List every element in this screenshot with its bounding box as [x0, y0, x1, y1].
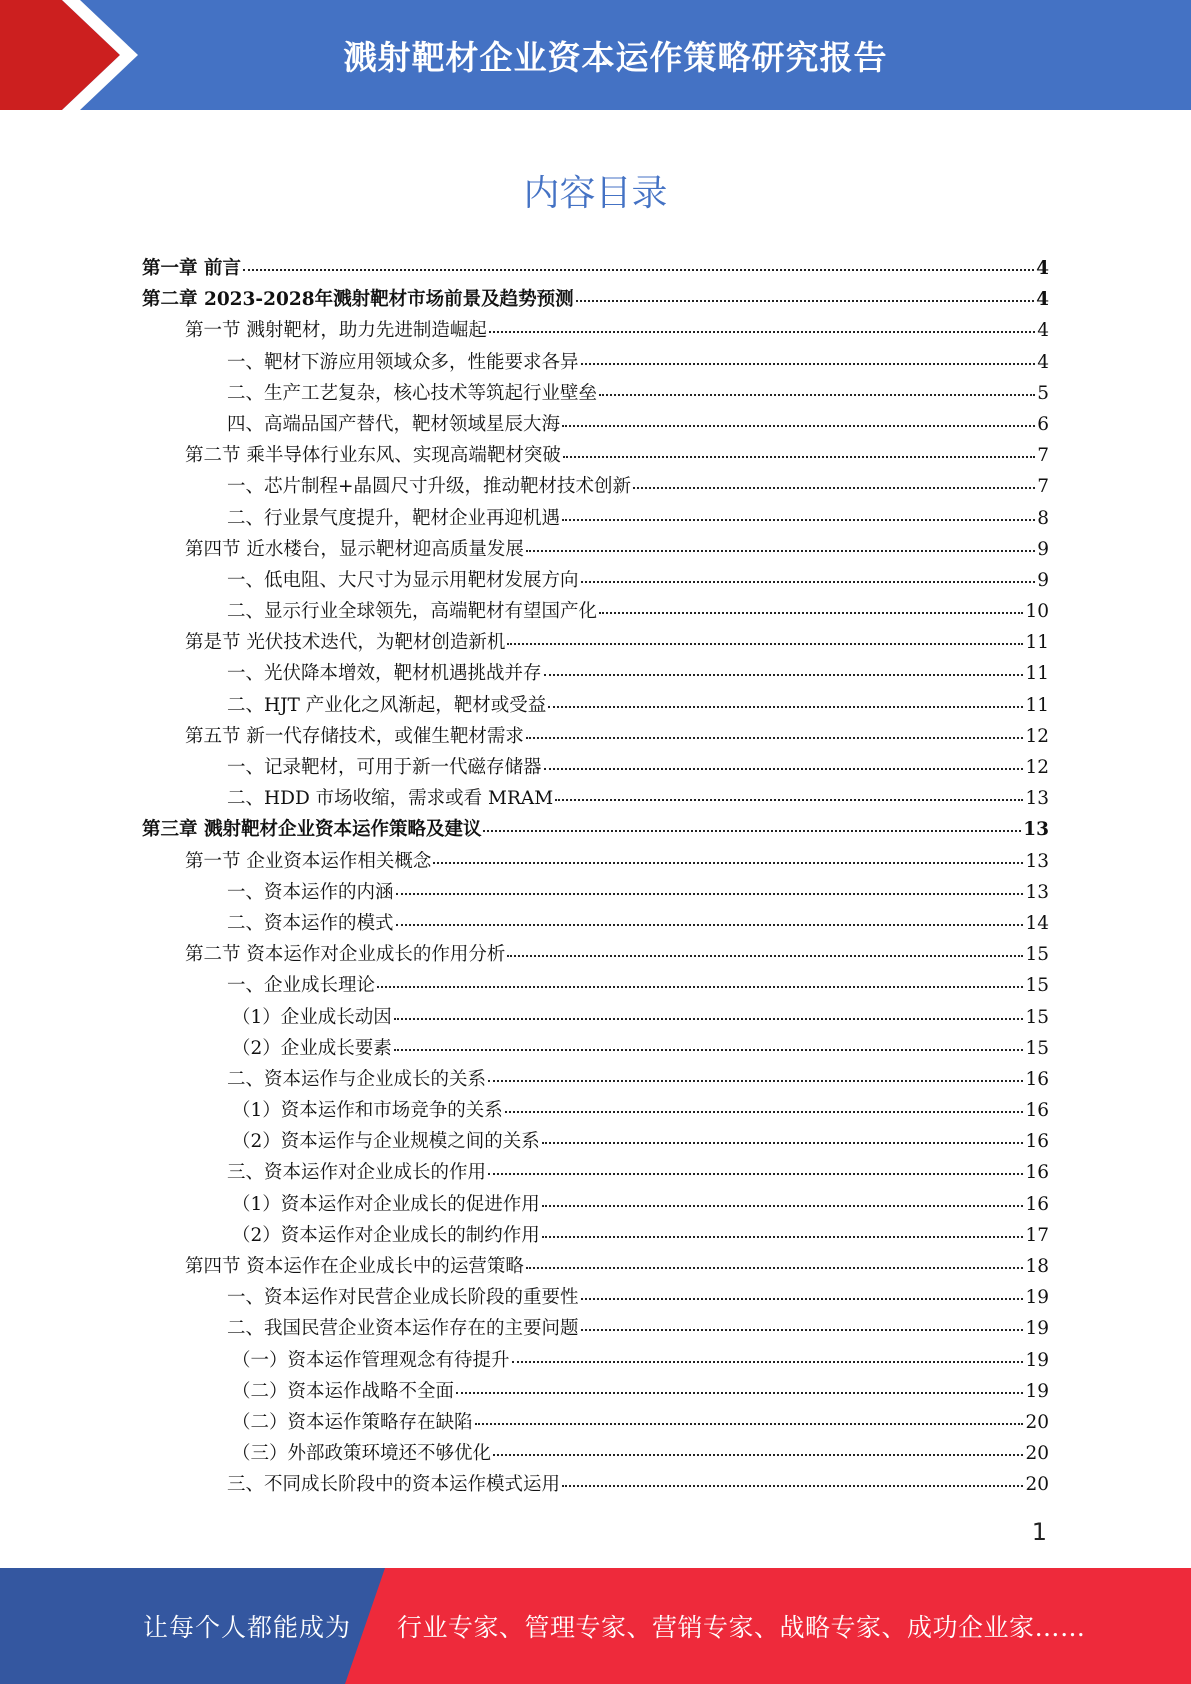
- toc-entry[interactable]: [142, 628, 1049, 659]
- toc-entry-page: 10: [1025, 601, 1049, 623]
- toc-entry-title: 第四节 近水楼台，显示靶材迎高质量发展: [185, 538, 524, 560]
- toc-dot-leader: [526, 1266, 1024, 1269]
- toc-entry[interactable]: [142, 1439, 1049, 1470]
- toc-entry[interactable]: [142, 285, 1049, 316]
- toc-dot-leader: [562, 518, 1035, 521]
- toc-entry-page: 7: [1037, 445, 1049, 467]
- toc-entry[interactable]: [142, 566, 1049, 597]
- toc-entry-page: 13: [1023, 819, 1049, 841]
- toc-entry[interactable]: [142, 1314, 1049, 1345]
- toc-dot-leader: [555, 798, 1023, 801]
- toc-entry-page: 4: [1037, 320, 1049, 342]
- toc-dot-leader: [377, 985, 1023, 988]
- toc-entry[interactable]: [142, 254, 1049, 285]
- toc-entry-page: 20: [1025, 1443, 1049, 1465]
- toc-dot-leader: [562, 1484, 1023, 1487]
- toc-entry-title: （1）资本运作对企业成长的促进作用: [232, 1193, 540, 1215]
- toc-entry-title: 第二章 2023-2028年溅射靶材市场前景及趋势预测: [142, 289, 574, 311]
- toc-dot-leader: [433, 861, 1023, 864]
- toc-entry[interactable]: [142, 722, 1049, 753]
- toc-entry-title: （一）资本运作管理观念有待提升: [232, 1349, 510, 1371]
- toc-entry-title: 二、生产工艺复杂，核心技术等筑起行业壁垒: [227, 382, 598, 404]
- toc-entry-page: 19: [1025, 1380, 1049, 1402]
- toc-entry-page: 16: [1025, 1068, 1049, 1090]
- toc-entry[interactable]: [142, 1377, 1049, 1408]
- toc-entry[interactable]: [142, 1346, 1049, 1377]
- toc-entry-title: 一、资本运作对民营企业成长阶段的重要性: [227, 1287, 579, 1309]
- toc-entry-title: 一、低电阻、大尺寸为显示用靶材发展方向: [227, 569, 579, 591]
- toc-entry-title: 三、资本运作对企业成长的作用: [227, 1162, 487, 1184]
- toc-entry[interactable]: [142, 1034, 1049, 1065]
- toc-dot-leader: [475, 1422, 1024, 1425]
- toc-dot-leader: [548, 705, 1023, 708]
- toc-entry-title: 四、高端品国产替代，靶材领域星辰大海: [227, 413, 561, 435]
- toc-entry-title: （二）资本运作策略存在缺陷: [232, 1411, 473, 1433]
- toc-dot-leader: [562, 424, 1035, 427]
- toc-entry-title: 二、行业景气度提升，靶材企业再迎机遇: [227, 507, 561, 529]
- toc-dot-leader: [488, 1172, 1023, 1175]
- toc-entry[interactable]: [142, 1470, 1049, 1501]
- toc-entry-page: 19: [1025, 1287, 1049, 1309]
- toc-entry-title: （2）资本运作与企业规模之间的关系: [232, 1131, 540, 1153]
- toc-entry-page: 4: [1036, 258, 1049, 279]
- toc-entry-page: 16: [1025, 1193, 1049, 1215]
- toc-entry-title: 一、记录靶材，可用于新一代磁存储器: [227, 757, 542, 778]
- toc-entry-title: 二、资本运作的模式: [227, 912, 394, 934]
- toc-entry-title: 一、芯片制程+晶圆尺寸升级，推动靶材技术创新: [227, 476, 632, 498]
- toc-dot-leader: [633, 486, 1035, 489]
- toc-entry-title: 一、光伏降本增效，靶材机遇挑战并存: [227, 663, 542, 685]
- toc-dot-leader: [507, 954, 1023, 957]
- toc-entry-page: 11: [1025, 632, 1049, 654]
- toc-entry-page: 7: [1037, 476, 1049, 498]
- toc-dot-leader: [563, 455, 1035, 458]
- toc-entry-page: 9: [1037, 538, 1049, 560]
- toc-dot-leader: [493, 1453, 1023, 1456]
- toc-entry[interactable]: [142, 1190, 1049, 1221]
- toc-dot-leader: [581, 580, 1036, 583]
- toc-entry[interactable]: [142, 1003, 1049, 1034]
- toc-entry-title: 第是节 光伏技术迭代，为靶材创造新机: [185, 632, 506, 654]
- toc-entry-page: 15: [1025, 944, 1049, 966]
- toc-entry[interactable]: [142, 878, 1049, 909]
- page-number: 1: [1031, 1518, 1047, 1546]
- toc-entry-title: 二、显示行业全球领先，高端靶材有望国产化: [227, 601, 598, 623]
- document-title: 溅射靶材企业资本运作策略研究报告: [343, 37, 888, 77]
- toc-entry-title: （二）资本运作战略不全面: [232, 1380, 455, 1402]
- toc-entry[interactable]: [142, 1252, 1049, 1283]
- toc-dot-leader: [599, 393, 1035, 396]
- toc-entry-page: 13: [1025, 881, 1049, 903]
- toc-entry-title: 一、靶材下游应用领域众多，性能要求各异: [227, 351, 579, 373]
- toc-entry[interactable]: [142, 316, 1049, 347]
- toc-dot-leader: [512, 1360, 1024, 1363]
- toc-dot-leader: [505, 1110, 1024, 1113]
- toc-entry-page: 19: [1025, 1318, 1049, 1340]
- toc-entry-title: （1）资本运作和市场竞争的关系: [232, 1100, 503, 1122]
- toc-entry[interactable]: [142, 847, 1049, 878]
- toc-dot-leader: [542, 1235, 1024, 1238]
- toc-entry-page: 8: [1037, 507, 1049, 529]
- toc-entry-title: 一、企业成长理论: [227, 975, 376, 997]
- toc-entry-page: 12: [1025, 725, 1049, 747]
- toc-entry-title: 二、资本运作与企业成长的关系: [227, 1068, 487, 1090]
- footer-banner: [0, 1568, 1191, 1684]
- toc-dot-leader: [581, 362, 1036, 365]
- footer-slogan-left: 让每个人都能成为: [143, 1613, 352, 1642]
- toc-entry-page: 15: [1025, 1037, 1049, 1059]
- toc-entry-title: 二、我国民营企业资本运作存在的主要问题: [227, 1318, 579, 1340]
- toc-entry-page: 19: [1025, 1349, 1049, 1371]
- toc-entry[interactable]: [142, 1408, 1049, 1439]
- toc-entry-page: 6: [1037, 413, 1049, 435]
- toc-entry-title: 三、不同成长阶段中的资本运作模式运用: [227, 1474, 561, 1496]
- toc-entry[interactable]: [142, 659, 1049, 690]
- toc-dot-leader: [544, 673, 1024, 676]
- toc-dot-leader: [456, 1391, 1023, 1394]
- toc-entry-page: 18: [1025, 1256, 1049, 1277]
- toc-entry-page: 14: [1025, 912, 1049, 934]
- toc-entry-page: 11: [1025, 663, 1049, 685]
- toc-entry[interactable]: [142, 909, 1049, 940]
- toc-entry[interactable]: [142, 535, 1049, 566]
- toc-entry[interactable]: [142, 1221, 1049, 1252]
- toc-entry-title: 第三章 溅射靶材企业资本运作策略及建议: [142, 819, 482, 841]
- toc-entry[interactable]: [142, 1065, 1049, 1096]
- toc-dot-leader: [394, 1017, 1024, 1020]
- toc-entry-title: （三）外部政策环境还不够优化: [232, 1443, 492, 1465]
- toc-entry-page: 15: [1025, 975, 1049, 997]
- toc-entry-page: 4: [1037, 351, 1049, 373]
- header-arrow-decoration: [0, 0, 150, 110]
- toc-entry-title: 第一节 溅射靶材，助力先进制造崛起: [185, 320, 487, 342]
- toc-dot-leader: [599, 611, 1023, 614]
- toc-dot-leader: [576, 299, 1035, 302]
- toc-dot-leader: [544, 767, 1024, 770]
- toc-entry[interactable]: [142, 504, 1049, 535]
- toc-entry[interactable]: [142, 1127, 1049, 1158]
- toc-entry-title: 第二节 资本运作对企业成长的作用分析: [185, 944, 506, 966]
- toc-dot-leader: [581, 1297, 1024, 1300]
- toc-entry-page: 20: [1025, 1411, 1049, 1433]
- toc-entry[interactable]: [142, 597, 1049, 628]
- toc-entry[interactable]: [142, 753, 1049, 784]
- toc-dot-leader: [396, 892, 1024, 895]
- header-banner: [0, 0, 1191, 110]
- toc-entry-title: （2）企业成长要素: [232, 1037, 392, 1059]
- toc-dot-leader: [526, 549, 1035, 552]
- toc-entry-page: 16: [1025, 1131, 1049, 1153]
- table-of-contents: [142, 254, 1049, 1502]
- toc-entry-title: 二、HJT 产业化之风渐起，靶材或受益: [227, 694, 547, 716]
- toc-entry-title: 一、资本运作的内涵: [227, 881, 394, 903]
- toc-entry[interactable]: [142, 379, 1049, 410]
- toc-entry-title: （1）企业成长动因: [232, 1006, 392, 1028]
- toc-dot-leader: [542, 1141, 1024, 1144]
- toc-dot-leader: [581, 1328, 1024, 1331]
- toc-entry[interactable]: [142, 940, 1049, 971]
- toc-entry[interactable]: [142, 1096, 1049, 1127]
- toc-entry-page: 20: [1025, 1474, 1049, 1496]
- toc-entry-title: 第一节 企业资本运作相关概念: [185, 850, 432, 872]
- toc-entry[interactable]: [142, 971, 1049, 1002]
- toc-dot-leader: [483, 829, 1021, 832]
- toc-entry-page: 12: [1025, 757, 1049, 778]
- toc-entry[interactable]: [142, 348, 1049, 379]
- toc-entry-page: 5: [1037, 382, 1049, 404]
- toc-entry[interactable]: [142, 815, 1049, 846]
- toc-entry-title: （2）资本运作对企业成长的制约作用: [232, 1224, 540, 1246]
- toc-entry-title: 第一章 前言: [142, 258, 241, 279]
- toc-entry[interactable]: [142, 410, 1049, 441]
- toc-entry-title: 第四节 资本运作在企业成长中的运营策略: [185, 1256, 524, 1277]
- toc-entry[interactable]: [142, 691, 1049, 722]
- toc-entry[interactable]: [142, 472, 1049, 503]
- toc-entry-page: 4: [1036, 289, 1049, 311]
- toc-entry-title: 第五节 新一代存储技术，或催生靶材需求: [185, 725, 524, 747]
- toc-entry-page: 13: [1025, 850, 1049, 872]
- toc-dot-leader: [526, 736, 1024, 739]
- toc-dot-leader: [243, 268, 1034, 271]
- toc-entry-page: 13: [1025, 788, 1049, 810]
- toc-entry-page: 16: [1025, 1162, 1049, 1184]
- toc-entry[interactable]: [142, 441, 1049, 472]
- toc-entry[interactable]: [142, 1283, 1049, 1314]
- toc-entry-page: 9: [1037, 569, 1049, 591]
- toc-dot-leader: [489, 330, 1035, 333]
- toc-entry-page: 16: [1025, 1100, 1049, 1122]
- toc-heading: 内容目录: [523, 173, 668, 214]
- toc-dot-leader: [394, 1048, 1024, 1051]
- toc-entry-page: 17: [1025, 1224, 1049, 1246]
- toc-dot-leader: [507, 642, 1023, 645]
- toc-entry-page: 11: [1025, 694, 1049, 716]
- toc-dot-leader: [396, 923, 1024, 926]
- toc-entry[interactable]: [142, 1158, 1049, 1189]
- toc-entry-title: 第二节 乘半导体行业东风、实现高端靶材突破: [185, 445, 561, 467]
- toc-dot-leader: [542, 1204, 1024, 1207]
- footer-slogan-right: 行业专家、管理专家、营销专家、战略专家、成功企业家……: [397, 1613, 1086, 1642]
- toc-dot-leader: [488, 1079, 1023, 1082]
- toc-entry[interactable]: [142, 784, 1049, 815]
- toc-entry-title: 二、HDD 市场收缩，需求或看 MRAM: [227, 788, 554, 810]
- toc-entry-page: 15: [1025, 1006, 1049, 1028]
